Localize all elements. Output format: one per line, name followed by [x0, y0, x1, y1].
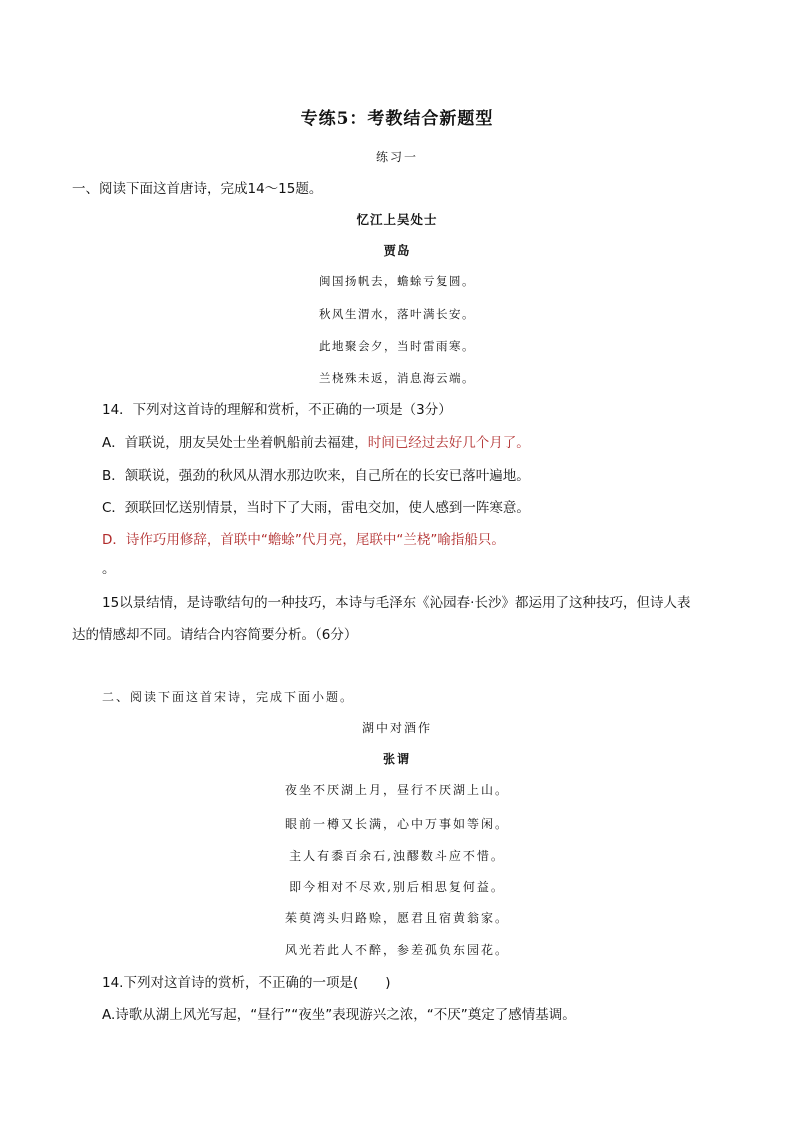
document-subtitle: 练习一 [375, 150, 418, 164]
poem2-author: 张谓 [382, 752, 411, 766]
option-a-text: A．首联说，朋友吴处士坐着帆船前去福建， [102, 435, 368, 451]
stray-period: 。 [102, 561, 116, 577]
option-d: D．诗作巧用修辞，首联中“蟾蜍”代月亮，尾联中“兰桡”喻指船只。 [102, 532, 505, 548]
poem2-title: 湖中对酒作 [361, 721, 432, 735]
poem1-title: 忆江上吴处士 [356, 212, 438, 227]
question-15-line2: 达的情感却不同。请结合内容简要分析。（6分） [72, 627, 358, 643]
poem1-line: 兰桡殊未返，消息海云端。 [319, 371, 475, 385]
option-a-highlight: 时间已经过去好几个月了。 [367, 435, 530, 451]
poem2-line: 茱萸湾头归路赊，愿君且宿黄翁家。 [284, 911, 509, 925]
poem1-line: 此地聚会夕，当时雷雨寒。 [319, 339, 475, 353]
question-14: 14．下列对这首诗的理解和赏析，不正确的一项是（3分） [102, 402, 452, 418]
option-c: C．颈联回忆送别情景，当时下了大雨，雷电交加，使人感到一阵寒意。 [102, 500, 530, 516]
poem2-line: 即今相对不尽欢,别后相思复何益。 [289, 880, 505, 894]
poem2-line: 风光若此人不醉，参差孤负东园花。 [284, 943, 509, 957]
poem2-line: 夜坐不厌湖上月，昼行不厌湖上山。 [284, 783, 509, 797]
question-15-line1: 15以景结情，是诗歌结句的一种技巧，本诗与毛泽东《沁园春·长沙》都运用了这种技巧，但诗人表 [102, 595, 691, 611]
poem2-line: 眼前一樽又长满，心中万事如等闲。 [284, 817, 509, 831]
section2-intro: 二、阅读下面这首宋诗，完成下面小题。 [102, 690, 355, 704]
document-title: 专练5：考教结合新题型 [300, 109, 494, 129]
poem2-line: 主人有黍百余石,浊醪数斗应不惜。 [289, 849, 505, 863]
poem1-author: 贾岛 [383, 243, 411, 258]
section2-question-14: 14.下列对这首诗的赏析，不正确的一项是( ) [102, 975, 391, 991]
section1-intro: 一、阅读下面这首唐诗，完成14～15题。 [72, 181, 323, 197]
poem1-line: 秋风生渭水，落叶满长安。 [319, 307, 475, 321]
section2-option-a: A.诗歌从湖上风光写起，“昼行”“夜坐”表现游兴之浓，“不厌”奠定了感情基调。 [102, 1007, 576, 1023]
option-a [102, 431, 530, 451]
option-b: B．颔联说，强劲的秋风从渭水那边吹来，自己所在的长安已落叶遍地。 [102, 468, 530, 484]
poem1-line: 闽国扬帆去，蟾蜍亏复圆。 [319, 274, 475, 288]
